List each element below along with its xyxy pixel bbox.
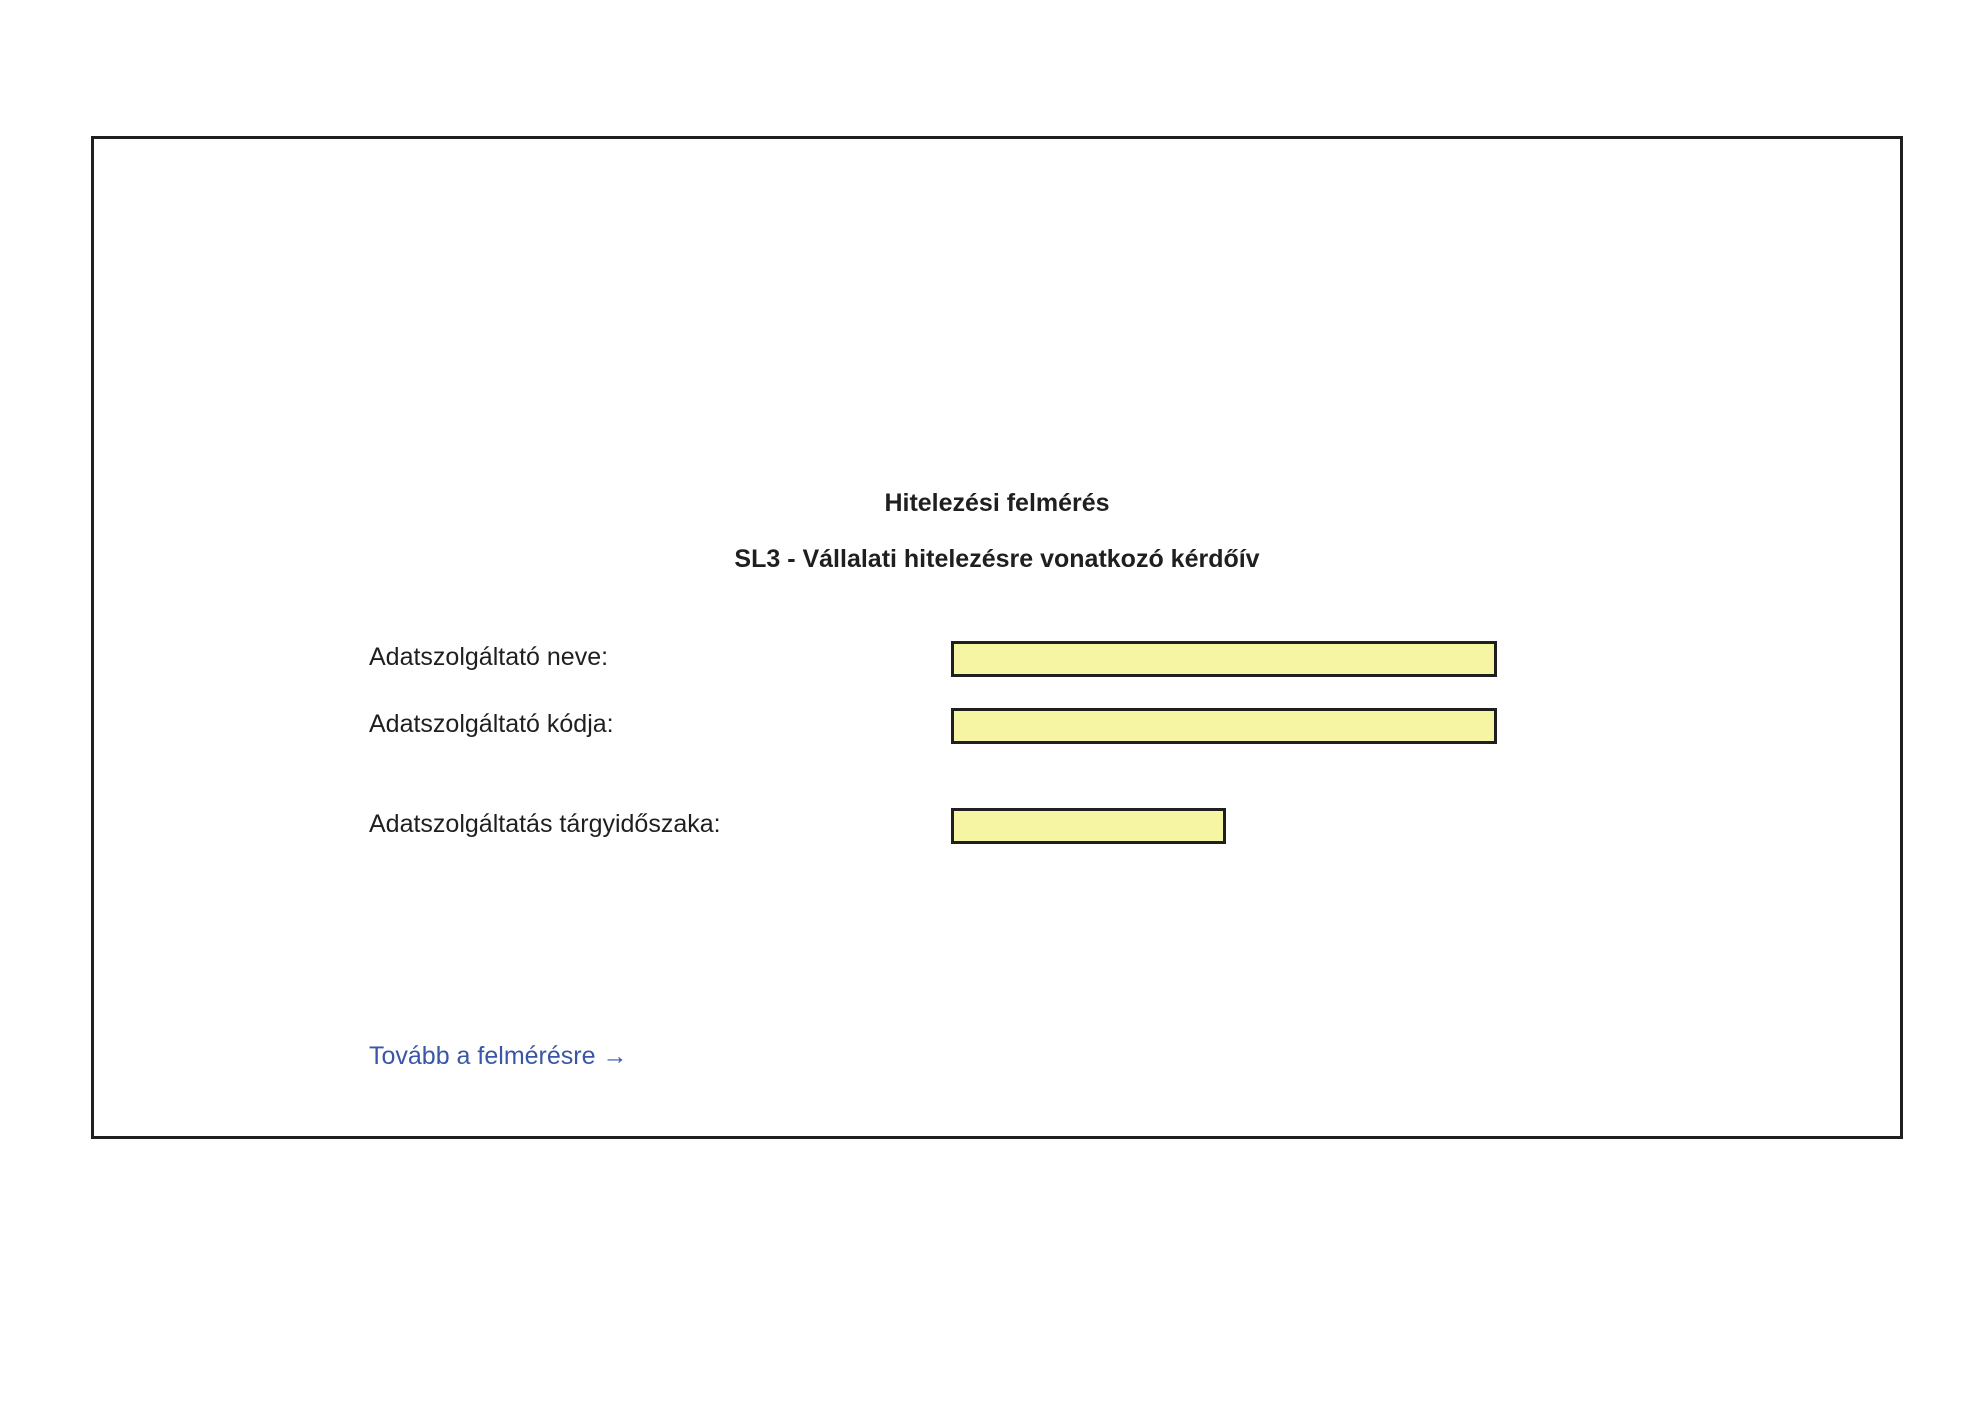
form-subtitle: SL3 - Vállalati hitelezésre vonatkozó kérdőív [734,545,1260,573]
reporting-period-label: Adatszolgáltatás tárgyidőszaka: [369,810,721,838]
reporting-period-input[interactable] [951,808,1226,844]
form-title: Hitelezési felmérés [884,489,1110,517]
continue-to-survey-link[interactable]: Tovább a felmérésre → [369,1042,628,1070]
provider-name-input[interactable] [951,641,1497,677]
survey-form-frame [91,136,1903,1139]
provider-code-input[interactable] [951,708,1497,744]
provider-code-label: Adatszolgáltató kódja: [369,710,614,738]
provider-name-label: Adatszolgáltató neve: [369,643,609,671]
